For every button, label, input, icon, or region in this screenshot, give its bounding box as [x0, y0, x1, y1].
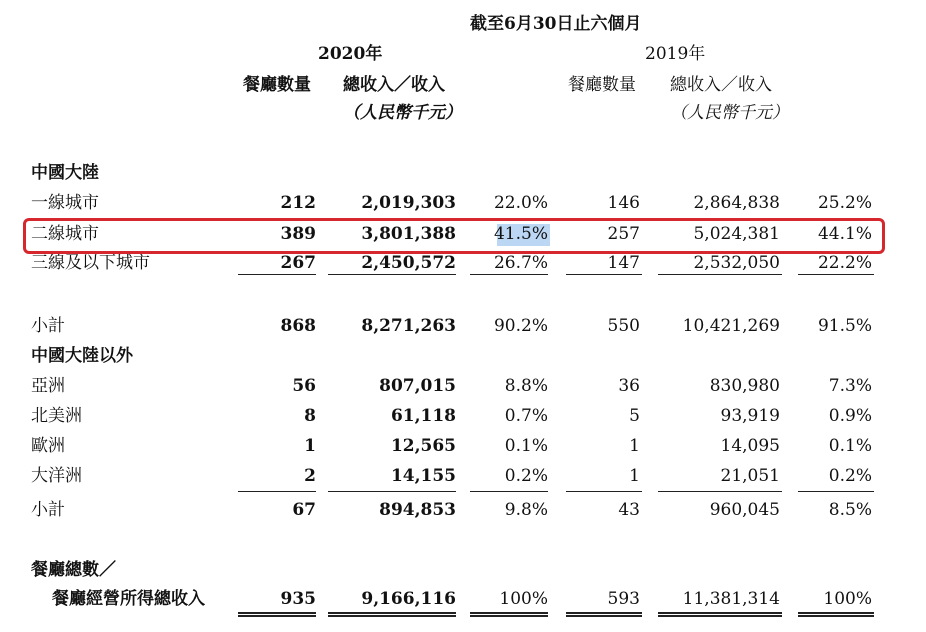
section-label: 餐廳總數／	[31, 560, 116, 580]
cell-r2020: 61,118	[390, 406, 456, 426]
cell-r2020: 2,019,303	[361, 193, 456, 213]
cell-p2020: 26.7%	[493, 253, 548, 273]
cell-p2019: 8.5%	[828, 500, 872, 520]
cell-r2019: 11,381,314	[682, 589, 780, 609]
cell-r2020: 8,271,263	[361, 316, 456, 336]
cell-p2019: 7.3%	[828, 376, 872, 396]
cell-c2020: 1	[304, 436, 316, 456]
double-rule-revenue-2020	[328, 612, 456, 617]
double-rule-count-2019	[566, 612, 642, 617]
cell-c2019: 146	[607, 193, 640, 213]
row-label: 小計	[31, 500, 65, 520]
cell-p2019: 100%	[823, 589, 872, 609]
year-2020-header: 2020年	[318, 44, 383, 64]
row-label: 三線及以下城市	[31, 253, 150, 273]
cell-r2020: 14,155	[390, 466, 456, 486]
section-label: 中國大陸以外	[31, 346, 133, 366]
cell-c2020: 389	[280, 224, 316, 244]
row-label: 餐廳經營所得總收入	[52, 589, 205, 609]
cell-c2020: 935	[280, 589, 316, 609]
underline-count-2019	[566, 491, 642, 492]
cell-p2020: 9.8%	[504, 500, 548, 520]
underline-pct-2019	[798, 274, 874, 275]
col-count-2019: 餐廳數量	[568, 75, 636, 95]
cell-r2019: 5,024,381	[693, 224, 780, 244]
double-rule-pct-2019	[798, 612, 874, 617]
underline-pct-2019	[798, 491, 874, 492]
cell-r2019: 10,421,269	[682, 316, 780, 336]
cell-r2019: 14,095	[720, 436, 780, 456]
cell-r2020: 9,166,116	[361, 589, 456, 609]
cell-c2020: 56	[292, 376, 316, 396]
col-revenue-2020: 總收入／收入	[343, 75, 445, 95]
cell-r2019: 93,919	[720, 406, 780, 426]
row-label: 大洋洲	[31, 466, 82, 486]
cell-p2019: 0.1%	[828, 436, 872, 456]
highlight-box	[23, 218, 885, 254]
cell-c2019: 1	[629, 466, 640, 486]
cell-p2020: 0.2%	[504, 466, 548, 486]
cell-r2019: 830,980	[709, 376, 780, 396]
row-label: 一線城市	[31, 193, 99, 213]
underline-revenue-2019	[658, 491, 782, 492]
cell-c2020: 868	[280, 316, 316, 336]
col-unit-2020: （人民幣千元）	[343, 103, 462, 123]
row-label: 亞洲	[31, 376, 65, 396]
double-rule-count-2020	[238, 612, 316, 617]
cell-c2019: 550	[607, 316, 640, 336]
underline-pct-2020	[470, 274, 548, 275]
row-label: 小計	[31, 316, 65, 336]
cell-c2019: 257	[607, 224, 640, 244]
underline-count-2020	[238, 274, 316, 275]
period-header: 截至6月30日止六個月	[470, 14, 642, 34]
row-label: 歐洲	[31, 436, 65, 456]
col-count-2020: 餐廳數量	[243, 75, 311, 95]
cell-p2019: 0.2%	[828, 466, 872, 486]
cell-p2019: 0.9%	[828, 406, 872, 426]
cell-c2020: 67	[292, 500, 316, 520]
underline-count-2020	[238, 491, 316, 492]
cell-c2019: 147	[607, 253, 640, 273]
cell-c2019: 593	[607, 589, 640, 609]
cell-r2019: 2,864,838	[693, 193, 780, 213]
cell-c2020: 2	[304, 466, 316, 486]
section-label: 中國大陸	[31, 163, 99, 183]
cell-p2019: 22.2%	[817, 253, 872, 273]
cell-r2020: 3,801,388	[361, 224, 456, 244]
cell-c2020: 8	[304, 406, 316, 426]
cell-c2020: 212	[280, 193, 316, 213]
underline-revenue-2020	[328, 491, 456, 492]
cell-r2020: 2,450,572	[361, 253, 456, 273]
underline-pct-2020	[470, 491, 548, 492]
cell-p2019: 44.1%	[817, 224, 872, 244]
cell-p2020: 41.5%	[493, 224, 548, 244]
cell-p2020: 22.0%	[493, 193, 548, 213]
cell-r2020: 894,853	[379, 500, 456, 520]
col-unit-2019: （人民幣千元）	[670, 103, 789, 123]
cell-c2020: 267	[280, 253, 316, 273]
cell-r2019: 960,045	[709, 500, 780, 520]
double-rule-pct-2020	[470, 612, 548, 617]
cell-p2019: 25.2%	[817, 193, 872, 213]
cell-p2020: 100%	[499, 589, 548, 609]
double-rule-revenue-2019	[658, 612, 782, 617]
cell-r2020: 12,565	[390, 436, 456, 456]
underline-count-2019	[566, 274, 642, 275]
underline-revenue-2019	[658, 274, 782, 275]
cell-c2019: 5	[629, 406, 640, 426]
row-label: 北美洲	[31, 406, 82, 426]
year-2019-header: 2019年	[645, 44, 706, 64]
cell-c2019: 36	[618, 376, 640, 396]
cell-p2020: 8.8%	[504, 376, 548, 396]
underline-revenue-2020	[328, 274, 456, 275]
row-label: 二線城市	[31, 224, 99, 244]
cell-p2019: 91.5%	[817, 316, 872, 336]
cell-r2019: 21,051	[720, 466, 780, 486]
cell-c2019: 1	[629, 436, 640, 456]
cell-r2020: 807,015	[379, 376, 456, 396]
col-revenue-2019: 總收入／收入	[670, 75, 772, 95]
cell-p2020: 0.1%	[504, 436, 548, 456]
cell-p2020: 90.2%	[493, 316, 548, 336]
cell-r2019: 2,532,050	[693, 253, 780, 273]
cell-c2019: 43	[618, 500, 640, 520]
cell-p2020: 0.7%	[504, 406, 548, 426]
